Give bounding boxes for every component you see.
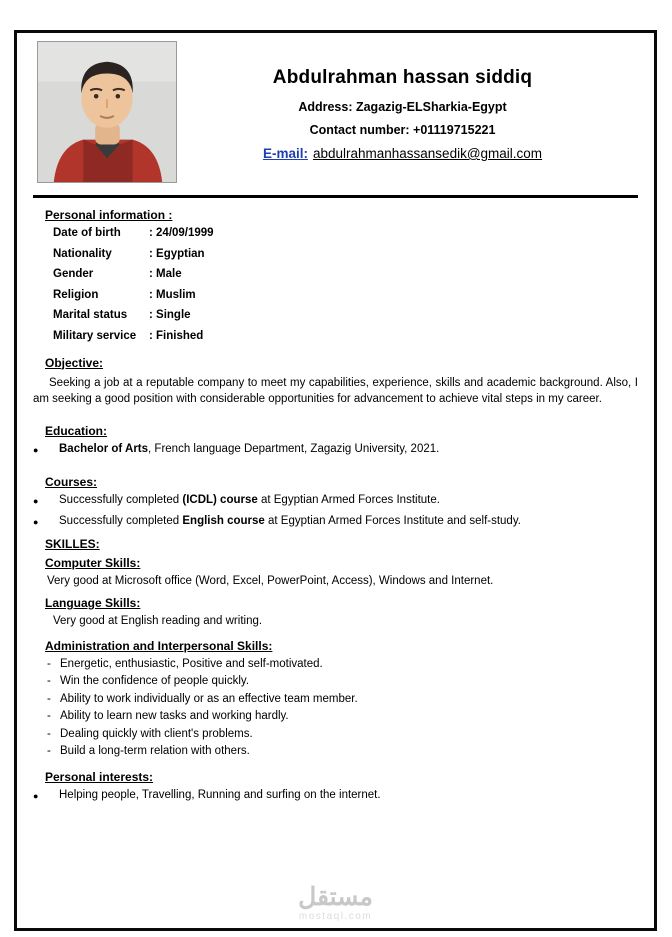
info-row: [53, 289, 638, 301]
info-value: : Male: [149, 268, 182, 280]
subsection-admin-skills: [33, 639, 638, 758]
dash-icon: -: [47, 675, 51, 688]
info-label: Date of birth: [53, 227, 121, 239]
education-text: [59, 443, 439, 455]
section-title: Courses:: [45, 474, 98, 489]
email-line: [177, 146, 628, 161]
language-skills-text: Very good at English reading and writing.: [53, 614, 263, 627]
info-value: : Egyptian: [149, 247, 205, 260]
bullet-icon: ●: [33, 791, 39, 802]
computer-skills-text: Very good at Microsoft office (Word, Excel, PowerPoint, Access), Windows and Internet.: [47, 574, 494, 587]
bullet-icon: ●: [33, 444, 39, 455]
list-item: [47, 710, 638, 722]
dash-icon: -: [47, 745, 51, 758]
course-post: at Egyptian Armed Forces Institute.: [257, 493, 440, 506]
info-value: : Finished: [149, 329, 204, 342]
admin-skill-text: Energetic, enthusiastic, Positive and self-motivated.: [60, 657, 323, 670]
subsection-language-skills: [33, 596, 638, 627]
section-personal-interests: [33, 770, 638, 801]
watermark-site: mostaql.com: [298, 911, 373, 922]
education-degree: Bachelor of Arts: [59, 442, 149, 455]
bullet-icon: ●: [33, 516, 39, 527]
list-item: [33, 443, 638, 455]
dash-icon: -: [47, 692, 51, 705]
list-item: [33, 515, 638, 527]
subsection-computer-skills: [33, 556, 638, 587]
list-item: [33, 494, 638, 506]
admin-skill-text: Ability to learn new tasks and working hardly.: [60, 710, 289, 723]
info-label: Religion: [53, 288, 99, 301]
profile-photo: [37, 41, 177, 183]
info-value: : 24/09/1999: [149, 227, 214, 239]
watermark: [17, 884, 654, 923]
admin-skill-text: Win the confidence of people quickly.: [60, 675, 250, 688]
info-row: [53, 309, 638, 321]
education-detail: , French language Department, Zagazig University, 2021.: [148, 442, 440, 455]
section-skills: [33, 537, 638, 758]
course-pre: Successfully completed: [59, 493, 183, 506]
objective-text: Seeking a job at a reputable company to meet my capabilities, experience, skills and academic background. Also, I am seeking a good position with considerable opportunities for advancement to achieve vital steps in my career.: [33, 376, 638, 406]
course-text: [59, 515, 521, 527]
section-title: Education:: [45, 423, 107, 438]
info-label: Gender: [53, 268, 94, 280]
section-education: [33, 424, 638, 455]
list-item: [47, 675, 638, 687]
list-item: [47, 745, 638, 757]
course-name: English course: [182, 514, 265, 527]
interests-text: Helping people, Travelling, Running and surfing on the internet.: [59, 789, 381, 802]
subsection-title: Administration and Interpersonal Skills:: [45, 638, 273, 653]
list-item: [47, 728, 638, 740]
dash-icon: -: [47, 727, 51, 740]
info-label: Marital status: [53, 309, 128, 321]
resume-page-frame: [14, 30, 657, 931]
course-post: at Egyptian Armed Forces Institute and self-study.: [264, 514, 521, 527]
dash-icon: -: [47, 657, 51, 670]
section-title: SKILLES:: [45, 536, 100, 551]
info-value: : Single: [149, 309, 191, 321]
info-row: [53, 268, 638, 280]
section-courses: [33, 475, 638, 527]
list-item: [33, 789, 638, 801]
list-item: [47, 658, 638, 670]
candidate-name: Abdulrahman hassan siddiq: [272, 67, 533, 88]
dash-icon: -: [47, 710, 51, 723]
info-label: Military service: [53, 329, 137, 342]
email-label: E-mail:: [262, 146, 308, 161]
resume-header: [33, 33, 638, 183]
contact-line: Contact number: +01119715221: [309, 123, 496, 137]
admin-skill-text: Ability to work individually or as an effective team member.: [60, 692, 358, 705]
section-title: Objective:: [45, 355, 104, 370]
bullet-icon: ●: [33, 495, 39, 506]
address-line: Address: Zagazig-ELSharkia-Egypt: [298, 100, 507, 114]
subsection-title: Language Skills:: [45, 595, 141, 610]
section-personal-information: [33, 208, 638, 342]
subsection-title: Computer Skills:: [45, 555, 141, 570]
email-link[interactable]: abdulrahmanhassansedik@gmail.com: [312, 146, 543, 161]
course-name: (ICDL) course: [182, 493, 258, 506]
admin-skill-text: Dealing quickly with client's problems.: [60, 727, 253, 740]
section-title: Personal information :: [45, 208, 173, 222]
header-text-block: [177, 41, 638, 183]
section-objective: [33, 356, 638, 408]
admin-skill-text: Build a long-term relation with others.: [60, 745, 250, 758]
watermark-arabic: مستقل: [298, 882, 373, 911]
info-label: Nationality: [53, 247, 112, 260]
section-title: Personal interests:: [45, 770, 154, 785]
course-pre: Successfully completed: [59, 514, 183, 527]
header-divider: [33, 195, 638, 198]
info-value: : Muslim: [149, 288, 196, 301]
list-item: [47, 693, 638, 705]
info-row: [53, 227, 638, 239]
profile-photo-image: [38, 42, 176, 182]
info-row: [53, 248, 638, 260]
info-row: [53, 330, 638, 342]
course-text: [59, 494, 440, 506]
